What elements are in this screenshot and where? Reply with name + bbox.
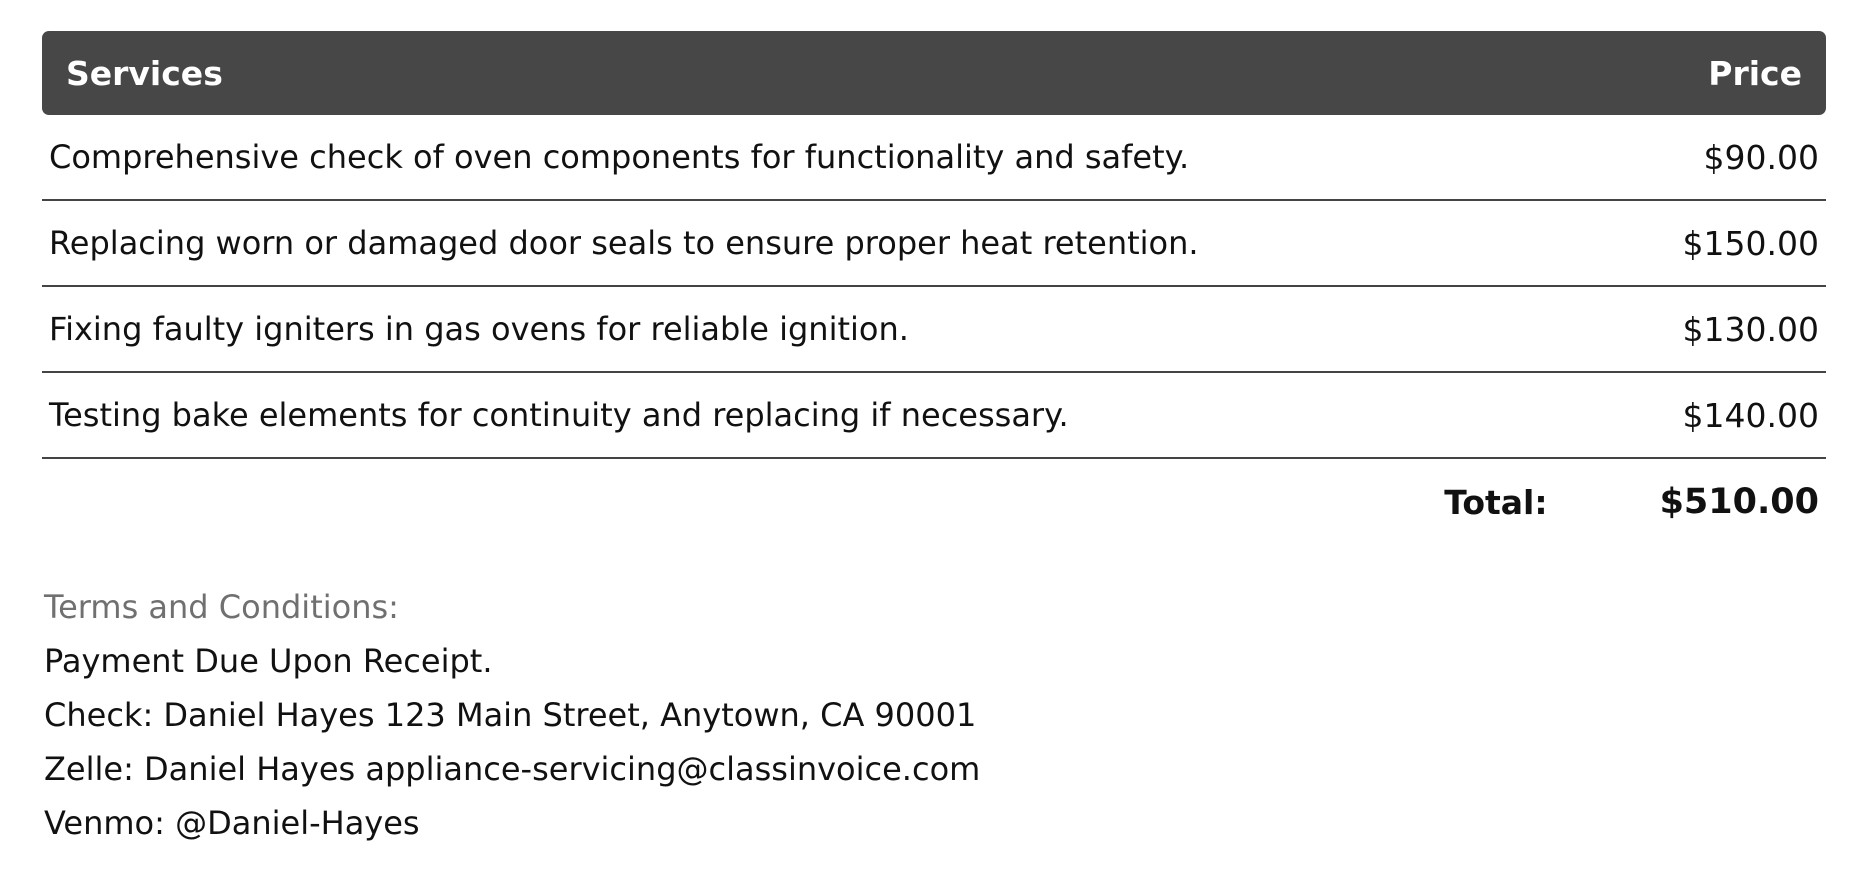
terms-line-zelle: Zelle: Daniel Hayes appliance-servicing@classinvoice.com [44, 750, 981, 788]
terms-line-payment: Payment Due Upon Receipt. [44, 642, 493, 680]
table-row [42, 373, 1826, 459]
price-column-header: Price [1708, 53, 1802, 93]
service-price: $150.00 [1682, 223, 1819, 263]
terms-section [44, 580, 980, 850]
table-row [42, 287, 1826, 373]
service-price: $90.00 [1703, 137, 1819, 177]
service-description: Fixing faulty igniters in gas ovens for reliable ignition. [49, 310, 909, 348]
table-row [42, 115, 1826, 201]
terms-line-venmo: Venmo: @Daniel-Hayes [44, 804, 420, 842]
service-price: $130.00 [1682, 309, 1819, 349]
total-label: Total: [1444, 482, 1548, 522]
table-header [42, 31, 1826, 115]
services-column-header: Services [66, 53, 223, 93]
service-price: $140.00 [1682, 395, 1819, 435]
service-description: Testing bake elements for continuity and replacing if necessary. [49, 396, 1069, 434]
service-description: Replacing worn or damaged door seals to ensure proper heat retention. [49, 224, 1199, 262]
services-table [42, 31, 1826, 545]
total-row [42, 459, 1826, 545]
terms-line-check: Check: Daniel Hayes 123 Main Street, Anytown, CA 90001 [44, 696, 977, 734]
table-row [42, 201, 1826, 287]
total-value: $510.00 [1659, 482, 1819, 522]
service-description: Comprehensive check of oven components for functionality and safety. [49, 138, 1190, 176]
terms-title: Terms and Conditions: [44, 588, 399, 626]
